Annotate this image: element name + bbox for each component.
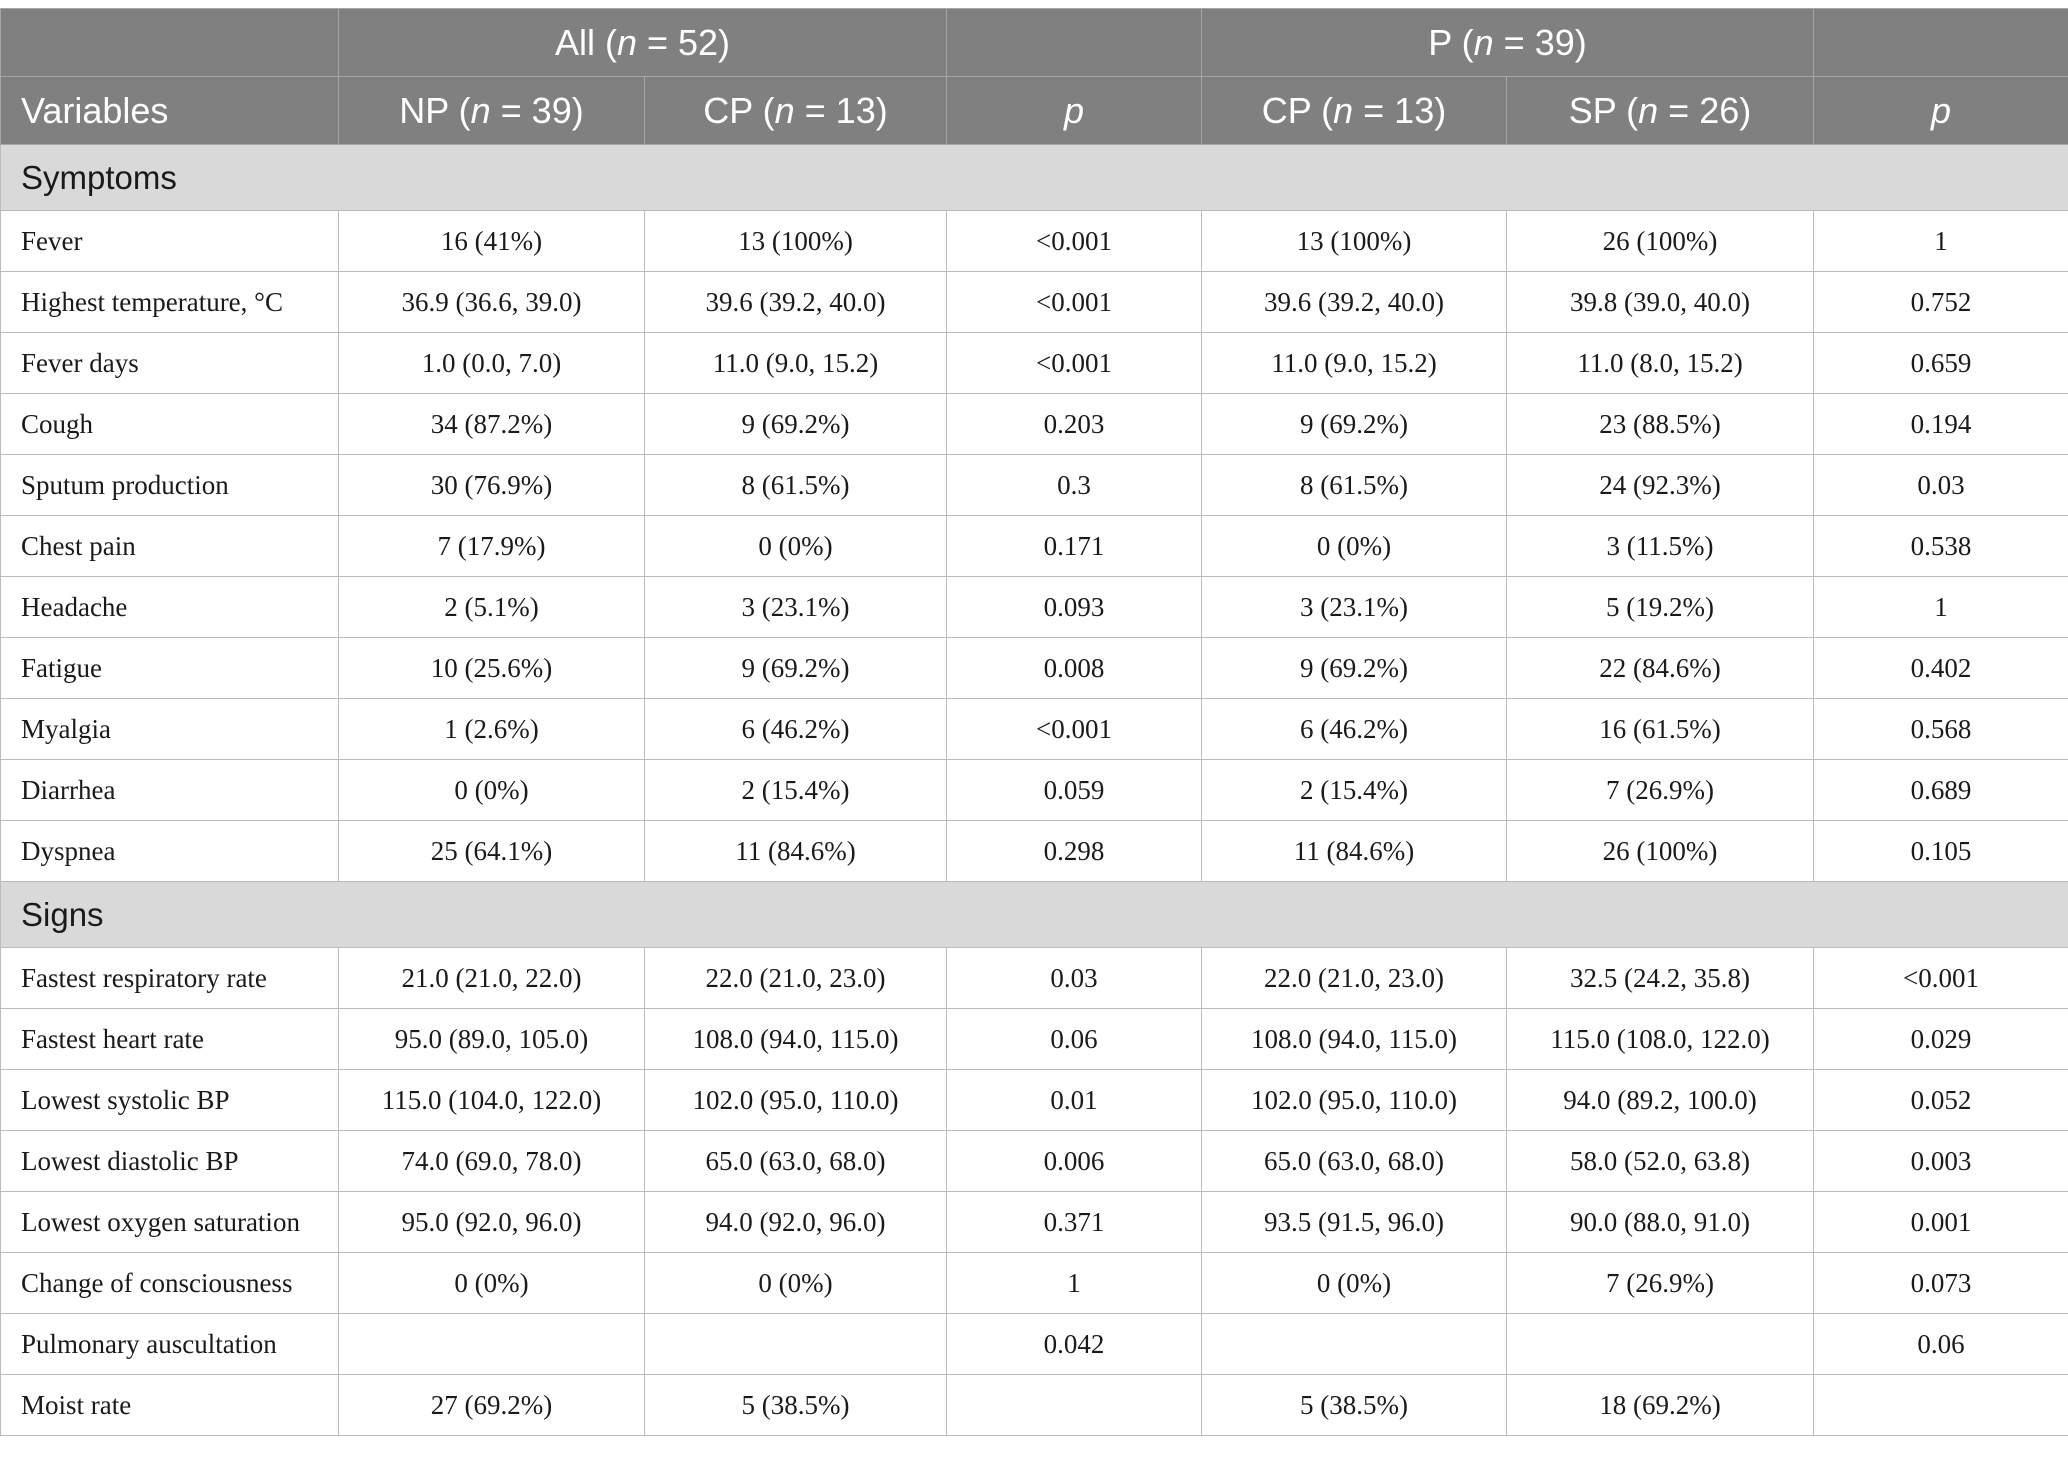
value-cell: 7 (17.9%) <box>339 516 645 577</box>
table-row <box>1 821 2068 882</box>
value-cell: 0.752 <box>1814 272 2068 333</box>
value-cell: 0.105 <box>1814 821 2068 882</box>
value-cell: <0.001 <box>1814 948 2068 1009</box>
table-row <box>1 948 2068 1009</box>
value-cell: 0.06 <box>1814 1314 2068 1375</box>
variable-name-cell: Fever days <box>1 333 339 394</box>
table-row <box>1 1192 2068 1253</box>
value-cell: 34 (87.2%) <box>339 394 645 455</box>
value-cell: 102.0 (95.0, 110.0) <box>1202 1070 1507 1131</box>
variable-name-cell: Fastest respiratory rate <box>1 948 339 1009</box>
table-row <box>1 699 2068 760</box>
value-cell: 6 (46.2%) <box>645 699 947 760</box>
variable-name-cell: Cough <box>1 394 339 455</box>
value-cell: 18 (69.2%) <box>1507 1375 1814 1436</box>
value-cell: 22 (84.6%) <box>1507 638 1814 699</box>
value-cell: 0.029 <box>1814 1009 2068 1070</box>
section-header-row <box>1 882 2068 948</box>
column-header-sp: SP (n = 26) <box>1507 77 1814 145</box>
table-row <box>1 1131 2068 1192</box>
value-cell: 11 (84.6%) <box>645 821 947 882</box>
variable-name-cell: Lowest oxygen saturation <box>1 1192 339 1253</box>
variable-name-cell: Lowest diastolic BP <box>1 1131 339 1192</box>
column-header-p-value: p <box>1814 77 2068 145</box>
value-cell: 0.052 <box>1814 1070 2068 1131</box>
value-cell: 2 (15.4%) <box>645 760 947 821</box>
value-cell: 0.06 <box>947 1009 1202 1070</box>
table-row <box>1 516 2068 577</box>
value-cell: 23 (88.5%) <box>1507 394 1814 455</box>
value-cell: 8 (61.5%) <box>645 455 947 516</box>
value-cell: 30 (76.9%) <box>339 455 645 516</box>
value-cell: 21.0 (21.0, 22.0) <box>339 948 645 1009</box>
value-cell: 5 (19.2%) <box>1507 577 1814 638</box>
variable-name-cell: Change of consciousness <box>1 1253 339 1314</box>
value-cell: 1 (2.6%) <box>339 699 645 760</box>
value-cell: 0.073 <box>1814 1253 2068 1314</box>
value-cell: 0.059 <box>947 760 1202 821</box>
value-cell: 26 (100%) <box>1507 211 1814 272</box>
value-cell: 94.0 (92.0, 96.0) <box>645 1192 947 1253</box>
value-cell: 11.0 (8.0, 15.2) <box>1507 333 1814 394</box>
column-header-np: NP (n = 39) <box>339 77 645 145</box>
value-cell: <0.001 <box>947 211 1202 272</box>
value-cell: 0.689 <box>1814 760 2068 821</box>
value-cell: 26 (100%) <box>1507 821 1814 882</box>
value-cell: 65.0 (63.0, 68.0) <box>645 1131 947 1192</box>
value-cell: 0 (0%) <box>339 760 645 821</box>
value-cell: 11.0 (9.0, 15.2) <box>1202 333 1507 394</box>
value-cell: 7 (26.9%) <box>1507 1253 1814 1314</box>
value-cell: 9 (69.2%) <box>1202 638 1507 699</box>
value-cell: 0 (0%) <box>339 1253 645 1314</box>
value-cell <box>947 1375 1202 1436</box>
value-cell: 9 (69.2%) <box>1202 394 1507 455</box>
value-cell: 0.01 <box>947 1070 1202 1131</box>
value-cell: 0.003 <box>1814 1131 2068 1192</box>
value-cell: 94.0 (89.2, 100.0) <box>1507 1070 1814 1131</box>
value-cell: 0.171 <box>947 516 1202 577</box>
column-header-cp: CP (n = 13) <box>645 77 947 145</box>
value-cell: 0.538 <box>1814 516 2068 577</box>
variable-name-cell: Lowest systolic BP <box>1 1070 339 1131</box>
value-cell: <0.001 <box>947 699 1202 760</box>
column-header-variables: Variables <box>1 77 339 145</box>
value-cell: 0.402 <box>1814 638 2068 699</box>
value-cell <box>645 1314 947 1375</box>
value-cell: 1 <box>947 1253 1202 1314</box>
value-cell: 58.0 (52.0, 63.8) <box>1507 1131 1814 1192</box>
value-cell: 90.0 (88.0, 91.0) <box>1507 1192 1814 1253</box>
value-cell: 32.5 (24.2, 35.8) <box>1507 948 1814 1009</box>
value-cell: 108.0 (94.0, 115.0) <box>1202 1009 1507 1070</box>
table-row <box>1 333 2068 394</box>
value-cell: 0 (0%) <box>1202 516 1507 577</box>
value-cell: 3 (23.1%) <box>645 577 947 638</box>
value-cell: 0 (0%) <box>645 1253 947 1314</box>
variable-name-cell: Highest temperature, °C <box>1 272 339 333</box>
variable-name-cell: Pulmonary auscultation <box>1 1314 339 1375</box>
value-cell: 5 (38.5%) <box>645 1375 947 1436</box>
column-header-cp: CP (n = 13) <box>1202 77 1507 145</box>
group-header-blank <box>1 9 339 77</box>
column-header-p-value: p <box>947 77 1202 145</box>
value-cell: 10 (25.6%) <box>339 638 645 699</box>
value-cell: 11.0 (9.0, 15.2) <box>645 333 947 394</box>
clinical-characteristics-table <box>0 8 2068 1436</box>
table-row <box>1 1070 2068 1131</box>
value-cell: 0.568 <box>1814 699 2068 760</box>
table-row <box>1 272 2068 333</box>
value-cell: 22.0 (21.0, 23.0) <box>645 948 947 1009</box>
group-header-blank <box>947 9 1202 77</box>
group-header-blank <box>1814 9 2068 77</box>
value-cell: 16 (41%) <box>339 211 645 272</box>
value-cell: 0.659 <box>1814 333 2068 394</box>
variable-name-cell: Fever <box>1 211 339 272</box>
value-cell: 65.0 (63.0, 68.0) <box>1202 1131 1507 1192</box>
value-cell: 36.9 (36.6, 39.0) <box>339 272 645 333</box>
variable-name-cell: Dyspnea <box>1 821 339 882</box>
value-cell: 8 (61.5%) <box>1202 455 1507 516</box>
value-cell <box>339 1314 645 1375</box>
value-cell: 115.0 (108.0, 122.0) <box>1507 1009 1814 1070</box>
value-cell: 39.6 (39.2, 40.0) <box>1202 272 1507 333</box>
value-cell: 0.042 <box>947 1314 1202 1375</box>
value-cell: 0.093 <box>947 577 1202 638</box>
variable-name-cell: Fastest heart rate <box>1 1009 339 1070</box>
variable-name-cell: Diarrhea <box>1 760 339 821</box>
value-cell: 95.0 (89.0, 105.0) <box>339 1009 645 1070</box>
table-row <box>1 1253 2068 1314</box>
value-cell: 0.008 <box>947 638 1202 699</box>
table-row <box>1 577 2068 638</box>
group-header-p: P (n = 39) <box>1202 9 1814 77</box>
value-cell: 1 <box>1814 577 2068 638</box>
value-cell: 11 (84.6%) <box>1202 821 1507 882</box>
variable-name-cell: Headache <box>1 577 339 638</box>
variable-name-cell: Fatigue <box>1 638 339 699</box>
table-row <box>1 394 2068 455</box>
value-cell: 108.0 (94.0, 115.0) <box>645 1009 947 1070</box>
group-header-all: All (n = 52) <box>339 9 947 77</box>
group-header-row <box>1 9 2068 77</box>
value-cell: 0.298 <box>947 821 1202 882</box>
value-cell: 0.371 <box>947 1192 1202 1253</box>
value-cell: 0.203 <box>947 394 1202 455</box>
section-title: Signs <box>1 882 2068 948</box>
table-row <box>1 455 2068 516</box>
value-cell <box>1202 1314 1507 1375</box>
value-cell: 2 (5.1%) <box>339 577 645 638</box>
value-cell: 5 (38.5%) <box>1202 1375 1507 1436</box>
value-cell: 3 (23.1%) <box>1202 577 1507 638</box>
value-cell: <0.001 <box>947 333 1202 394</box>
value-cell: <0.001 <box>947 272 1202 333</box>
variable-name-cell: Chest pain <box>1 516 339 577</box>
value-cell: 39.6 (39.2, 40.0) <box>645 272 947 333</box>
variable-name-cell: Myalgia <box>1 699 339 760</box>
value-cell: 0.03 <box>947 948 1202 1009</box>
value-cell: 24 (92.3%) <box>1507 455 1814 516</box>
value-cell: 74.0 (69.0, 78.0) <box>339 1131 645 1192</box>
column-header-row <box>1 77 2068 145</box>
value-cell: 102.0 (95.0, 110.0) <box>645 1070 947 1131</box>
value-cell <box>1507 1314 1814 1375</box>
table-row <box>1 760 2068 821</box>
value-cell: 9 (69.2%) <box>645 394 947 455</box>
value-cell: 0.03 <box>1814 455 2068 516</box>
table-row <box>1 1009 2068 1070</box>
value-cell: 27 (69.2%) <box>339 1375 645 1436</box>
section-title: Symptoms <box>1 145 2068 211</box>
value-cell: 0.194 <box>1814 394 2068 455</box>
value-cell <box>1814 1375 2068 1436</box>
value-cell: 9 (69.2%) <box>645 638 947 699</box>
value-cell: 22.0 (21.0, 23.0) <box>1202 948 1507 1009</box>
table-row <box>1 1375 2068 1436</box>
table-row <box>1 1314 2068 1375</box>
value-cell: 95.0 (92.0, 96.0) <box>339 1192 645 1253</box>
value-cell: 16 (61.5%) <box>1507 699 1814 760</box>
value-cell: 6 (46.2%) <box>1202 699 1507 760</box>
value-cell: 115.0 (104.0, 122.0) <box>339 1070 645 1131</box>
table-row <box>1 211 2068 272</box>
value-cell: 0.006 <box>947 1131 1202 1192</box>
value-cell: 13 (100%) <box>645 211 947 272</box>
value-cell: 0.001 <box>1814 1192 2068 1253</box>
value-cell: 0 (0%) <box>1202 1253 1507 1314</box>
table-row <box>1 638 2068 699</box>
value-cell: 0.3 <box>947 455 1202 516</box>
variable-name-cell: Sputum production <box>1 455 339 516</box>
value-cell: 13 (100%) <box>1202 211 1507 272</box>
value-cell: 2 (15.4%) <box>1202 760 1507 821</box>
value-cell: 0 (0%) <box>645 516 947 577</box>
section-header-row <box>1 145 2068 211</box>
value-cell: 93.5 (91.5, 96.0) <box>1202 1192 1507 1253</box>
value-cell: 39.8 (39.0, 40.0) <box>1507 272 1814 333</box>
value-cell: 25 (64.1%) <box>339 821 645 882</box>
value-cell: 7 (26.9%) <box>1507 760 1814 821</box>
value-cell: 1 <box>1814 211 2068 272</box>
value-cell: 3 (11.5%) <box>1507 516 1814 577</box>
variable-name-cell: Moist rate <box>1 1375 339 1436</box>
value-cell: 1.0 (0.0, 7.0) <box>339 333 645 394</box>
